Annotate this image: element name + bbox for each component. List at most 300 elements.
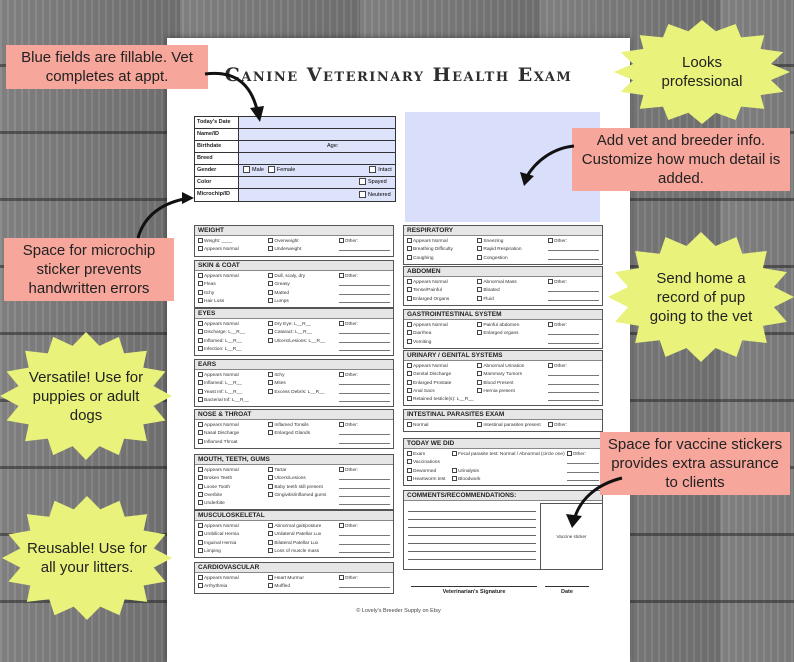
checkbox-icon[interactable] [268,273,273,278]
checkbox-icon[interactable] [268,329,273,334]
blank-line[interactable] [548,396,599,403]
exam-checkbox-item[interactable]: Urinalysis [452,468,565,475]
exam-checkbox-item[interactable]: Dull, scaly, dry [268,273,336,280]
exam-checkbox-item[interactable]: Bacterial Inf: L__R__ [198,397,266,404]
exam-checkbox-item[interactable]: Enlarged Organs [407,296,475,303]
blank-line[interactable] [339,281,390,288]
exam-checkbox-item[interactable]: Heart Murmur [268,575,336,582]
checkbox-icon[interactable] [198,422,203,427]
exam-checkbox-item[interactable]: Underweight [268,246,336,253]
checkbox-icon[interactable] [548,279,553,284]
signature-line[interactable]: Veterinarian's Signature [411,586,537,595]
exam-checkbox-item[interactable]: Hernia present [477,388,545,395]
exam-checkbox-item[interactable]: Fecal parasite test: Normal / Abnormal (circle one) [452,451,565,458]
exam-checkbox-item[interactable]: Abnormal Mass [477,279,545,286]
exam-section [194,562,394,594]
id-row-option[interactable]: Spayed [359,177,387,188]
exam-checkbox-item[interactable]: Excess Debris: L__R__ [268,389,336,396]
blank-line[interactable] [548,371,599,378]
checkbox-icon[interactable] [268,484,273,489]
exam-checkbox-item[interactable]: Tartar [268,467,336,474]
blank-line[interactable] [339,389,390,396]
exam-checkbox-item[interactable]: Ulcers/Lesions [268,475,336,482]
checkbox-icon[interactable] [268,389,273,394]
checkbox-icon[interactable] [359,178,366,185]
exam-checkbox-item[interactable]: Retained testicle(s): L__R__ [407,396,475,403]
checkbox-icon[interactable] [339,372,344,377]
checkbox-icon[interactable] [477,296,482,301]
exam-checkbox-item[interactable]: Other: [339,238,390,245]
checkbox-icon[interactable] [268,540,273,545]
checkbox-icon[interactable] [339,238,344,243]
exam-checkbox-item[interactable]: Overbite [198,492,266,499]
checkbox-icon[interactable] [477,322,482,327]
checkbox-icon[interactable] [268,372,273,377]
comment-line[interactable] [408,527,536,528]
exam-checkbox-item[interactable]: Other: [339,467,390,474]
checkbox-icon[interactable] [268,422,273,427]
blank-line[interactable] [339,500,390,507]
id-row-field[interactable] [239,189,395,201]
checkbox-icon[interactable] [477,279,482,284]
checkbox-icon[interactable] [339,422,344,427]
exam-checkbox-item[interactable]: Other: [548,279,599,286]
checkbox-icon[interactable] [268,523,273,528]
checkbox-icon[interactable] [339,273,344,278]
arrow-icon [560,470,630,530]
exam-checkbox-item[interactable]: Appears Normal [198,523,266,530]
blank-line[interactable] [339,329,390,336]
checkbox-icon[interactable] [198,540,203,545]
checkbox-icon[interactable] [407,279,412,284]
checkbox-icon[interactable] [407,380,412,385]
callout-microchip: Space for microchip sticker prevents handwritten errors [4,238,174,301]
checkbox-icon[interactable] [477,380,482,385]
exam-checkbox-item[interactable]: Enlarged Prostate [407,380,475,387]
exam-checkbox-item[interactable]: Other: [548,363,599,370]
exam-section-body [404,277,602,305]
exam-checkbox-item[interactable]: Lumps [268,298,336,305]
callout-vaccine: Space for vaccine stickers provides extra assurance to clients [600,432,790,495]
id-row-field[interactable] [239,141,395,152]
exam-checkbox-item[interactable]: Itchy [268,372,336,379]
checkbox-icon[interactable] [268,583,273,588]
exam-checkbox-item[interactable]: Other: [339,422,390,429]
blank-line[interactable] [452,459,565,466]
id-row [195,189,395,201]
checkbox-icon[interactable] [198,389,203,394]
exam-checkbox-item[interactable]: Enlarged Glands [268,430,336,437]
exam-checkbox-item[interactable]: Vaccinations [407,459,450,466]
exam-section [194,260,394,308]
id-row-field[interactable] [239,153,395,164]
exam-checkbox-item[interactable]: Other: [339,575,390,582]
checkbox-icon[interactable] [268,492,273,497]
checkbox-icon[interactable] [198,281,203,286]
exam-checkbox-item[interactable]: Cataract: L__R__ [268,329,336,336]
checkbox-icon[interactable] [198,380,203,385]
exam-checkbox-item[interactable]: Fleas [198,281,266,288]
blank-line[interactable] [548,255,599,262]
exam-section-title: TODAY WE DID [404,439,602,449]
exam-checkbox-item[interactable]: Yeast Inf: L__R__ [198,389,266,396]
checkbox-icon[interactable] [198,523,203,528]
exam-section-body [404,420,602,431]
burst-reusable [2,496,172,620]
exam-checkbox-item[interactable]: Other: [548,322,599,329]
blank-line[interactable] [548,388,599,395]
exam-section-body [195,271,393,307]
id-row-field[interactable] [239,165,395,176]
checkbox-icon[interactable] [198,346,203,351]
checkbox-icon[interactable] [198,439,203,444]
checkbox-icon[interactable] [198,583,203,588]
checkbox-icon[interactable] [452,476,457,481]
burst-reusable-text: Reusable! Use for all your litters. [26,540,148,576]
checkbox-icon[interactable] [198,273,203,278]
exam-checkbox-item[interactable]: Appears Normal [198,273,266,280]
checkbox-icon[interactable] [198,484,203,489]
blank-line[interactable] [339,290,390,297]
checkbox-icon[interactable] [198,430,203,435]
checkbox-icon[interactable] [407,339,412,344]
exam-checkbox-item[interactable]: Coughing [407,255,475,262]
exam-checkbox-item[interactable]: Normal [407,422,475,429]
checkbox-icon[interactable] [268,467,273,472]
exam-checkbox-item[interactable]: Bloated [477,287,545,294]
blank-line[interactable] [339,484,390,491]
exam-checkbox-item[interactable]: Abnormal Urination [477,363,545,370]
exam-section-body [195,319,393,355]
exam-checkbox-item[interactable]: Loss of muscle mass [268,548,336,555]
blank-line[interactable] [339,397,390,404]
checkbox-icon[interactable] [407,322,412,327]
id-row-option[interactable]: Male [243,165,264,176]
checkbox-icon[interactable] [548,322,553,327]
checkbox-icon[interactable] [477,246,482,251]
exam-checkbox-item[interactable]: Matted [268,290,336,297]
exam-checkbox-item[interactable]: Other: [339,321,390,328]
exam-checkbox-item[interactable]: Heartworm test [407,476,450,483]
exam-section [403,409,603,432]
exam-checkbox-item[interactable]: Other: [339,523,390,530]
exam-checkbox-item[interactable]: Dewormed [407,468,450,475]
exam-checkbox-item[interactable]: Hair Loss [198,298,266,305]
blank-line[interactable] [548,246,599,253]
exam-checkbox-item[interactable]: Appears Normal [198,246,266,253]
checkbox-icon[interactable] [407,459,412,464]
checkbox-icon[interactable] [359,191,366,198]
blank-line[interactable] [567,459,599,466]
exam-checkbox-item[interactable]: Appears Normal [407,279,475,286]
id-row [195,153,395,165]
id-row [195,165,395,177]
checkbox-icon[interactable] [407,330,412,335]
blank-line[interactable] [477,339,545,346]
blank-line[interactable] [548,287,599,294]
exam-checkbox-item[interactable]: Muffled [268,583,336,590]
checkbox-icon[interactable] [198,329,203,334]
exam-checkbox-item[interactable]: Dry Eye: L__R__ [268,321,336,328]
checkbox-icon[interactable] [198,298,203,303]
exam-checkbox-item[interactable]: Appears Normal [198,467,266,474]
checkbox-icon[interactable] [477,422,482,427]
exam-section [403,266,603,306]
exam-checkbox-item[interactable]: Discharge: L__R__ [198,329,266,336]
comment-line[interactable] [408,559,536,560]
checkbox-icon[interactable] [268,290,273,295]
exam-section [194,359,394,407]
checkbox-icon[interactable] [198,397,203,402]
exam-checkbox-item[interactable]: Blood Present [477,380,545,387]
exam-section [403,225,603,265]
checkbox-icon[interactable] [407,238,412,243]
blank-line[interactable] [339,492,390,499]
checkbox-icon[interactable] [339,575,344,580]
exam-checkbox-item[interactable]: Tense/Painful [407,287,475,294]
checkbox-icon[interactable] [407,422,412,427]
blank-line[interactable] [339,246,390,253]
checkbox-icon[interactable] [452,468,457,473]
checkbox-icon[interactable] [339,467,344,472]
exam-checkbox-item[interactable]: Nasal Discharge [198,430,266,437]
blank-line[interactable] [268,346,336,353]
exam-checkbox-item[interactable]: Broken Teeth [198,475,266,482]
blank-line[interactable] [339,338,390,345]
exam-checkbox-item[interactable]: Other: [339,372,390,379]
exam-checkbox-item[interactable]: Other: [548,422,599,429]
checkbox-icon[interactable] [198,467,203,472]
blank-line[interactable] [548,339,599,346]
checkbox-icon[interactable] [407,396,412,401]
exam-section-title: EARS [195,360,393,370]
checkbox-icon[interactable] [407,388,412,393]
checkbox-icon[interactable] [407,363,412,368]
checkbox-icon[interactable] [268,338,273,343]
exam-checkbox-item[interactable]: Rapid Respiration [477,246,545,253]
checkbox-icon[interactable] [452,451,457,456]
exam-section [403,309,603,349]
exam-section-title: CARDIOVASCULAR [195,563,393,573]
blank-line[interactable] [339,548,390,555]
checkbox-icon[interactable] [477,287,482,292]
checkbox-icon[interactable] [339,523,344,528]
blank-line[interactable] [339,430,390,437]
exam-section [403,350,603,406]
exam-checkbox-item[interactable]: Bilateral Patellar Lux [268,540,336,547]
blank-line[interactable] [339,583,390,590]
exam-checkbox-item[interactable]: Appears Normal [407,363,475,370]
exam-section-body [195,420,393,448]
checkbox-icon[interactable] [268,531,273,536]
id-row-label: Microchip/ID [195,189,239,201]
checkbox-icon[interactable] [268,298,273,303]
checkbox-icon[interactable] [548,363,553,368]
checkbox-icon[interactable] [268,575,273,580]
blank-line[interactable] [339,531,390,538]
checkbox-icon[interactable] [198,492,203,497]
exam-checkbox-item[interactable]: Appears Normal [407,238,475,245]
checkbox-icon[interactable] [407,451,412,456]
exam-checkbox-item[interactable]: Diarrhea [407,330,475,337]
checkbox-icon[interactable] [268,475,273,480]
exam-checkbox-item[interactable]: Baby teeth still present [268,484,336,491]
blank-line[interactable] [268,500,336,507]
checkbox-icon[interactable] [477,371,482,376]
exam-checkbox-item[interactable]: Unilateral Patellar Lux [268,531,336,538]
exam-checkbox-item[interactable]: Appears Normal [198,575,266,582]
checkbox-icon[interactable] [198,575,203,580]
exam-checkbox-item[interactable]: Inflamed: L__R__ [198,338,266,345]
id-row-option[interactable]: Female [268,165,295,176]
exam-checkbox-item[interactable]: Painful abdomen [477,322,545,329]
checkbox-icon[interactable] [407,246,412,251]
exam-checkbox-item[interactable]: Appears Normal [198,321,266,328]
exam-checkbox-item[interactable]: Abnormal gait/posture [268,523,336,530]
checkbox-icon[interactable] [198,338,203,343]
exam-checkbox-item[interactable]: Loose Tooth [198,484,266,491]
exam-checkbox-item[interactable]: Inflamed Tonsils [268,422,336,429]
id-row-label: Color [195,177,239,188]
date-line[interactable]: Date [545,586,589,595]
exam-checkbox-item[interactable]: Appears Normal [407,322,475,329]
exam-checkbox-item[interactable]: Appears Normal [198,372,266,379]
checkbox-icon[interactable] [198,372,203,377]
checkbox-icon[interactable] [407,296,412,301]
checkbox-icon[interactable] [407,371,412,376]
arrow-icon [514,138,580,190]
id-row-field[interactable] [239,177,395,188]
exam-checkbox-item[interactable]: Breathing Difficulty [407,246,475,253]
blank-line[interactable] [339,380,390,387]
exam-checkbox-item[interactable]: Overweight [268,238,336,245]
checkbox-icon[interactable] [407,255,412,260]
comment-line[interactable] [408,535,536,536]
exam-section-body [404,361,602,405]
exam-checkbox-item[interactable]: Ulcers/Lesions: L__R__ [268,338,336,345]
checkbox-icon[interactable] [198,548,203,553]
checkbox-icon[interactable] [198,246,203,251]
checkbox-icon[interactable] [268,281,273,286]
id-row-option[interactable]: Neutered [359,190,391,201]
checkbox-icon[interactable] [407,476,412,481]
exam-checkbox-item[interactable]: Underbite [198,500,266,507]
burst-professional [614,20,790,124]
exam-checkbox-item[interactable]: Other: [339,273,390,280]
exam-checkbox-item[interactable]: Intestinal parasites present [477,422,545,429]
comment-line[interactable] [408,543,536,544]
checkbox-icon[interactable] [268,166,275,173]
checkbox-icon[interactable] [268,430,273,435]
checkbox-icon[interactable] [407,287,412,292]
exam-checkbox-item[interactable]: Umbilical Hernia [198,531,266,538]
exam-checkbox-item[interactable]: Inflamed: L__R__ [198,380,266,387]
exam-checkbox-item[interactable]: Vomiting [407,339,475,346]
blank-line[interactable] [268,397,336,404]
exam-checkbox-item[interactable]: Sneezing [477,238,545,245]
checkbox-icon[interactable] [198,290,203,295]
sheet-title: Canine Veterinary Health Exam [224,64,573,86]
exam-checkbox-item[interactable]: Fluid [477,296,545,303]
blank-line[interactable] [548,330,599,337]
blank-line[interactable] [339,439,390,446]
blank-line[interactable] [339,475,390,482]
exam-checkbox-item[interactable]: Other: [548,238,599,245]
blank-line[interactable] [339,540,390,547]
exam-checkbox-item[interactable]: Mammary Tumors [477,371,545,378]
burst-professional-text: Looks professional [661,54,743,90]
checkbox-icon[interactable] [198,531,203,536]
checkbox-icon[interactable] [339,321,344,326]
checkbox-icon[interactable] [268,321,273,326]
checkbox-icon[interactable] [198,500,203,505]
blank-line[interactable] [339,346,390,353]
exam-checkbox-item[interactable]: Enlarged organs [477,330,545,337]
checkbox-icon[interactable] [198,321,203,326]
exam-checkbox-item[interactable]: Exam [407,451,450,458]
blank-line[interactable] [339,298,390,305]
exam-checkbox-item[interactable]: Appears Normal [198,422,266,429]
exam-checkbox-item[interactable]: Other: [567,451,599,458]
exam-checkbox-item[interactable]: Infection: L__R__ [198,346,266,353]
checkbox-icon[interactable] [268,380,273,385]
exam-checkbox-item[interactable]: Mites [268,380,336,387]
comment-line[interactable] [408,511,536,512]
exam-checkbox-item[interactable]: Greasy [268,281,336,288]
blank-line[interactable] [477,396,545,403]
checkbox-icon[interactable] [477,238,482,243]
checkbox-icon[interactable] [548,422,553,427]
exam-checkbox-item[interactable]: Genital Discharge [407,371,475,378]
id-row-option[interactable]: Intact [369,165,391,176]
exam-section-body [404,320,602,348]
checkbox-icon[interactable] [198,475,203,480]
exam-checkbox-item[interactable]: Congestion [477,255,545,262]
exam-checkbox-item[interactable]: Weight: ____ [198,238,266,245]
checkbox-icon[interactable] [268,246,273,251]
exam-section [194,409,394,449]
checkbox-icon[interactable] [243,166,250,173]
exam-checkbox-item[interactable]: Inguinal Hernia [198,540,266,547]
exam-section [194,510,394,558]
checkbox-icon[interactable] [369,166,376,173]
exam-checkbox-item[interactable]: Bloodwork [452,476,565,483]
burst-send-home-text: Send home a record of pup going to the vet [649,269,753,325]
comment-line[interactable] [408,519,536,520]
checkbox-icon[interactable] [477,330,482,335]
checkbox-icon[interactable] [268,238,273,243]
exam-checkbox-item[interactable]: Itchy [198,290,266,297]
exam-checkbox-item[interactable]: Inflamed Throat [198,439,266,446]
blank-line[interactable] [548,380,599,387]
exam-checkbox-item[interactable]: Anal Sacs [407,388,475,395]
checkbox-icon[interactable] [477,388,482,393]
checkbox-icon[interactable] [477,255,482,260]
exam-checkbox-item[interactable]: Arrhythmia [198,583,266,590]
blank-line[interactable] [548,296,599,303]
comment-line[interactable] [408,551,536,552]
checkbox-icon[interactable] [407,468,412,473]
exam-checkbox-item[interactable]: Limping [198,548,266,555]
checkbox-icon[interactable] [548,238,553,243]
callout-fillable: Blue fields are fillable. Vet completes at appt. [6,45,208,89]
blank-line[interactable] [268,439,336,446]
checkbox-icon[interactable] [268,548,273,553]
checkbox-icon[interactable] [477,363,482,368]
checkbox-icon[interactable] [567,451,572,456]
exam-checkbox-item[interactable]: Gingivitis/inflamed gums [268,492,336,499]
burst-versatile [0,332,172,460]
